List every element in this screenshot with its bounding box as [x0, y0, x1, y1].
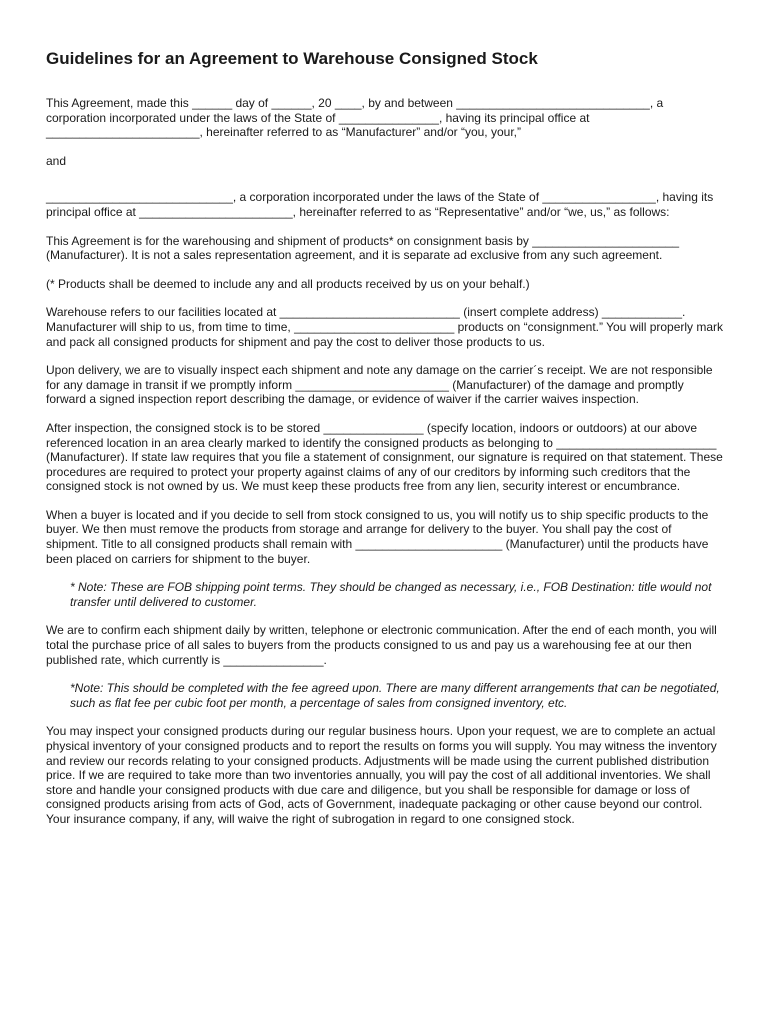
document-title: Guidelines for an Agreement to Warehouse Consigned Stock	[46, 49, 538, 68]
paragraph-products-definition: (* Products shall be deemed to include any and all products received by us on your behalf.)	[46, 276, 530, 291]
paragraph-confirm-shipment: We are to confirm each shipment daily by written, telephone or electronic communication. After the end of each month, you will total the purchase price of all sales to buyers from the products consigned to us and pay us a warehousing fee at our then published rate, which currently is _______________.	[46, 623, 717, 667]
paragraph-delivery: Upon delivery, we are to visually inspect each shipment and note any damage on the carrier´s receipt. We are not responsible for any damage in transit if we promptly inform _______________________ (Manufacturer) of the damage and promptly forward a signed inspection report describing the damage, or evidence of waiver if the carrier waives inspection.	[46, 363, 713, 407]
note-fob-terms: * Note: These are FOB shipping point terms. They should be changed as necessary, i.e., FOB Destination: title would not transfer until delivered to customer.	[70, 580, 712, 609]
paragraph-and: and	[46, 153, 67, 168]
note-fee: *Note: This should be completed with the fee agreed upon. There are many different arrangements that can be negotiated, such as flat fee per cubic foot per month, a percentage of sales from consigned inventory, etc.	[70, 681, 720, 710]
paragraph-buyer: When a buyer is located and if you decide to sell from stock consigned to us, you will notify us to ship specific products to the buyer. We then must remove the products from storage and arrange for delivery to the buyer. You shall pay the cost of shipment. Title to all consigned products shall remain with ______________________ (Manufacturer) until the products have been placed on carriers for shipment to the buyer.	[46, 507, 709, 566]
paragraph-representative: ____________________________, a corporation incorporated under the laws of the State of _________________, having its principal office at _______________________, hereinafter referred to as “Representative” and/or “we, us,” as follows:	[46, 190, 714, 219]
paragraph-purpose: This Agreement is for the warehousing and shipment of products* on consignment basis by ______________________ (Manufacturer). It is not a sales representation agreement, and it is separate ad exclusive from any such agreement.	[46, 233, 680, 263]
paragraph-agreement-intro: This Agreement, made this ______ day of ______, 20 ____, by and between _____________________________, a corporation incorporated under the laws of the State of _______________, having its principal office at _______________________, hereinafter referred to as “Manufacturer” and/or “you, your,”	[46, 96, 664, 140]
paragraph-inspection: You may inspect your consigned products during our regular business hours. Upon your request, we are to complete an actual physical inventory of your consigned products and to report the results on forms you will supply. You may witness the inventory and review our records relating to your consigned products. Adjustments will be made using the current published distribution price. If we are required to take more than two inventories annually, you will pay the cost of all additional inventories. We shall store and handle your consigned products with due care and diligence, but you shall be responsible for damage or loss of consigned products arising from acts of God, acts of Government, inadequate packaging or other cause beyond our control. Your insurance company, if any, will waive the right of subrogation in regard to one consigned stock.	[46, 724, 717, 826]
paragraph-warehouse: Warehouse refers to our facilities located at ___________________________ (insert complete address) ____________. Manufacturer will ship to us, from time to time, ________________________ products on “consignment.” You will properly mark and pack all consigned products for shipment and pay the cost to deliver those products to us.	[46, 305, 724, 349]
paragraph-storage: After inspection, the consigned stock is to be stored _______________ (specify location, indoors or outdoors) at our above referenced location in an area clearly marked to identify the consigned products as belonging to ________________________ (Manufacturer). If state law requires that you file a statement of consignment, our signature is required on that statement. These procedures are required to protect your property against claims of any of our creditors by informing such creditors that the consigned stock is not owned by us. We must keep these products free from any lien, security interest or encumbrance.	[46, 420, 723, 494]
